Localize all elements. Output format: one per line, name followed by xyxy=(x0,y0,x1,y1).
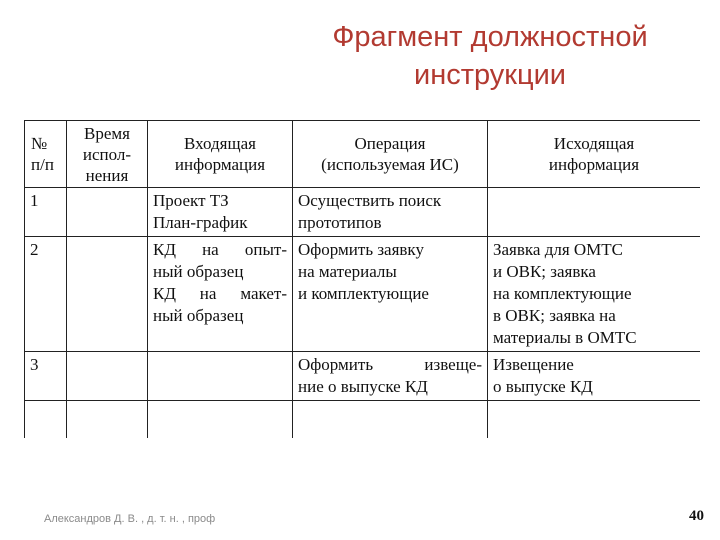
header-operation: Операция (используемая ИС) xyxy=(293,121,488,188)
slide-title-line-2: инструкции xyxy=(414,59,566,91)
table-row-3 xyxy=(25,352,701,401)
input-information-cell: Проект ТЗ План-график xyxy=(148,188,293,237)
operation-cell: Оформить извеще- ние о выпуске КД xyxy=(293,352,488,401)
table-header-row xyxy=(25,121,701,188)
empty-cell xyxy=(293,401,488,439)
slide-title-line-1: Фрагмент должностной xyxy=(332,21,648,53)
header-number: № п/п xyxy=(25,121,67,188)
input-information-cell xyxy=(148,352,293,401)
footer-author: Александров Д. В. , д. т. н. , проф xyxy=(44,513,216,525)
empty-cell xyxy=(67,401,148,439)
slide-title xyxy=(300,18,680,94)
output-information-cell xyxy=(488,188,701,237)
row-number: 1 xyxy=(25,188,67,237)
execution-time-cell xyxy=(67,188,148,237)
header-input-information: Входящая информация xyxy=(148,121,293,188)
operation-cell: Оформить заявку на материалы и комплектующие xyxy=(293,237,488,352)
table-row-empty-cut xyxy=(25,401,701,439)
table-container xyxy=(24,120,700,438)
execution-time-cell xyxy=(67,352,148,401)
header-output-information: Исходящая информация xyxy=(488,121,701,188)
input-information-cell: КД на опыт- ный образец КД на макет- ный образец xyxy=(148,237,293,352)
row-number: 3 xyxy=(25,352,67,401)
empty-cell xyxy=(148,401,293,439)
output-information-cell: Заявка для ОМТС и ОВК; заявка на комплектующие в ОВК; заявка на материалы в ОМТС xyxy=(488,237,701,352)
page-number: 40 xyxy=(689,508,704,524)
row-number: 2 xyxy=(25,237,67,352)
job-description-table xyxy=(24,120,700,438)
execution-time-cell xyxy=(67,237,148,352)
header-execution-time: Время испол- нения xyxy=(67,121,148,188)
table-row-2 xyxy=(25,237,701,352)
empty-cell xyxy=(25,401,67,439)
empty-cell xyxy=(488,401,701,439)
table-row-1 xyxy=(25,188,701,237)
output-information-cell: Извещение о выпуске КД xyxy=(488,352,701,401)
operation-cell: Осуществить поиск прототипов xyxy=(293,188,488,237)
